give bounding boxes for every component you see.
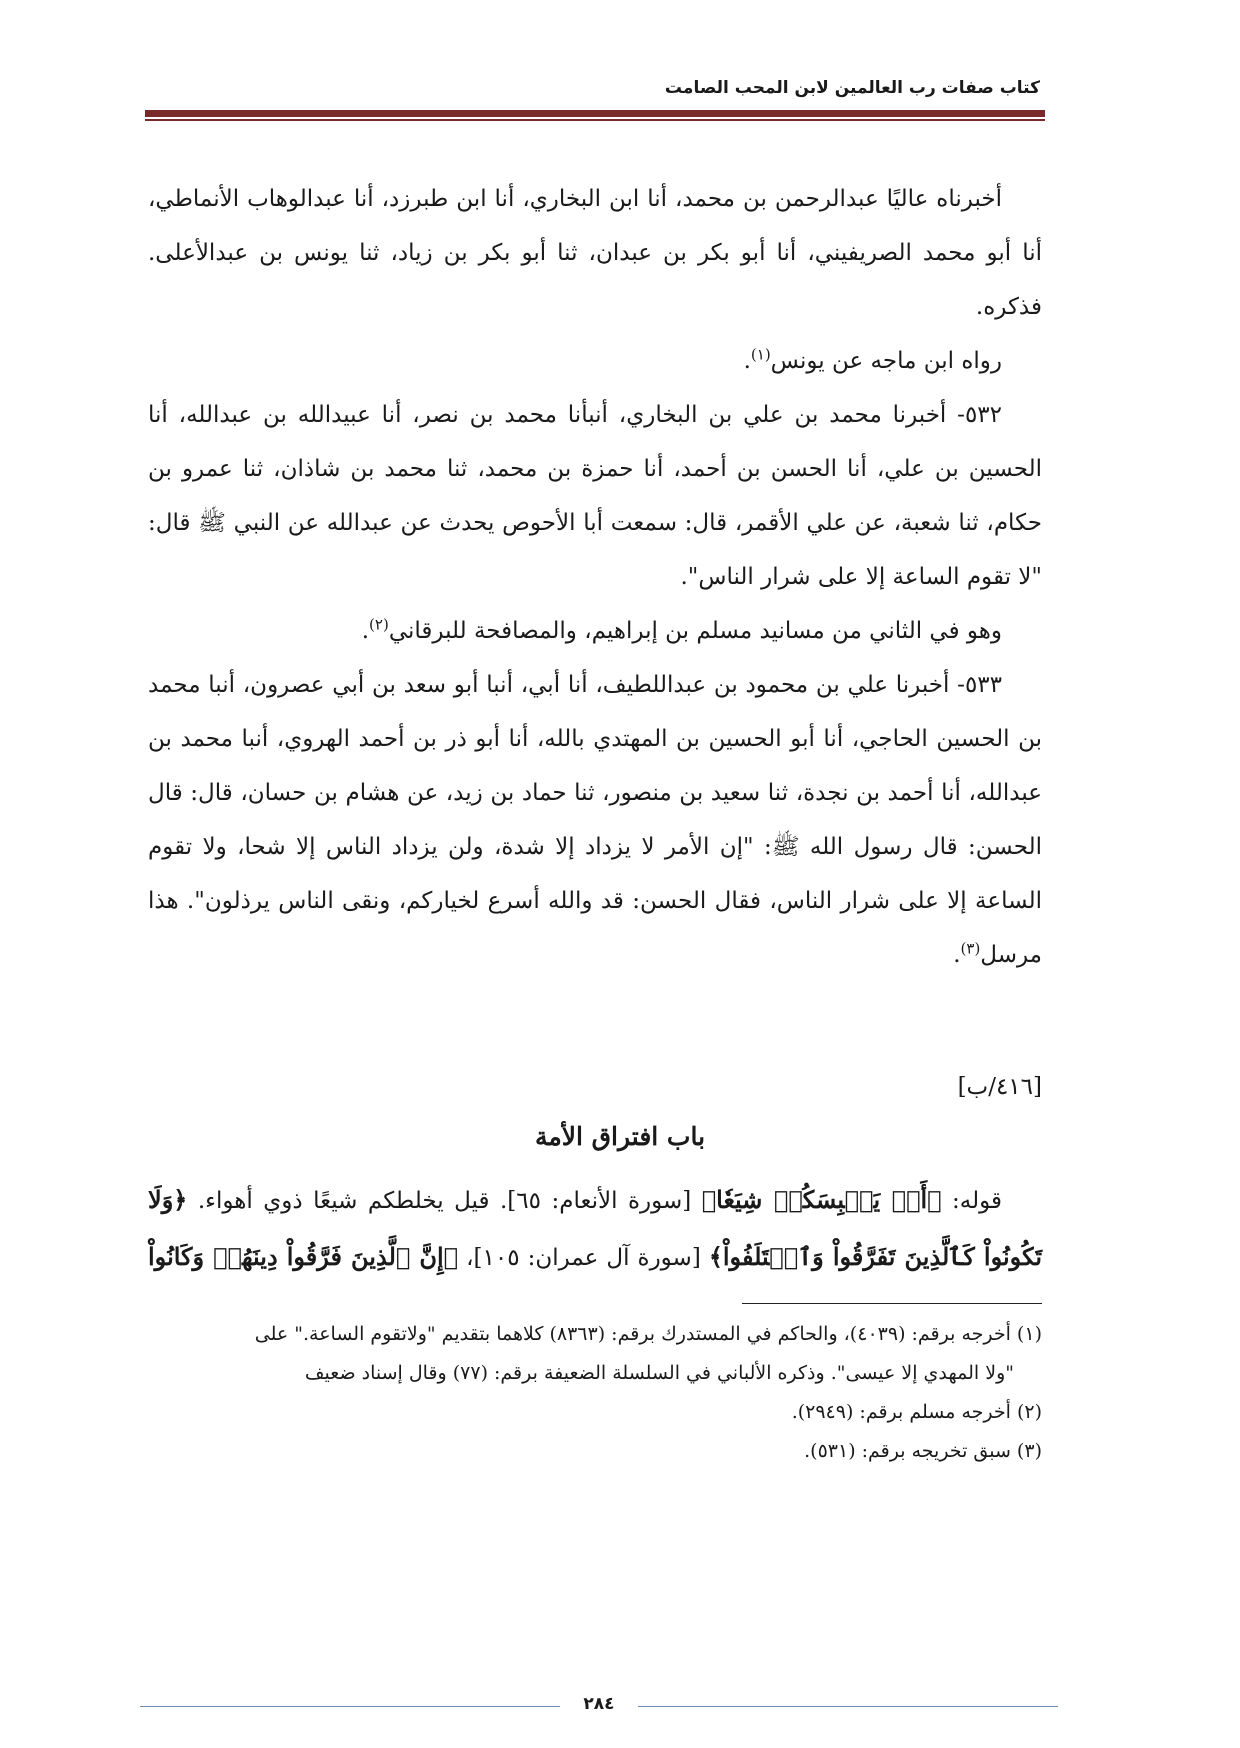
manuscript-folio-marker: [٤١٦/ب] <box>957 1074 1042 1100</box>
quran-verse-1: ﴿أَوۡ يَلۡبِسَكُمۡ شِيَعٗا﴾ <box>701 1185 942 1214</box>
chapter-title: باب افتراق الأمة <box>534 1122 706 1151</box>
paragraph-isnad-1: أخبرناه عاليًا عبدالرحمن بن محمد، أنا ابن البخاري، أنا ابن طبرزد، أنا عبدالوهاب الأنماطي، أنا أبو محمد الصريفيني، أنا أبو بكر بن عبدان، ثنا أبو بكر بن زياد، ثنا يونس بن عبدالأعلى. فذكره. <box>148 186 1042 320</box>
quran-ref-1: [سورة الأنعام: ٦٥]. قيل يخلطكم شيعًا ذوي أهواء. <box>187 1188 702 1214</box>
footer-line-left <box>140 1706 560 1707</box>
paragraph-end: . <box>361 618 370 644</box>
hadith-533 <box>148 658 1042 982</box>
quran-ref-2: [سورة آل عمران: ١٠٥]، <box>458 1245 709 1271</box>
header-rule <box>145 110 1045 117</box>
paragraph-end: . <box>743 348 751 374</box>
running-header-title: كتاب صفات رب العالمين لابن المحب الصامت <box>664 78 1040 98</box>
quran-lead: قوله: <box>941 1188 1003 1214</box>
main-text <box>148 172 1042 982</box>
quran-paragraph <box>148 1172 1042 1286</box>
quran-verse-2: ﴿وَلَا تَكُونُواْ كَٱلَّذِينَ تَفَرَّقُواْ وَٱخۡتَلَفُواْ﴾ <box>148 1185 1042 1271</box>
footnote-ref-1[interactable]: (١) <box>750 345 771 364</box>
paragraph-text: وهو في الثاني من مسانيد مسلم بن إبراهيم، والمصافحة للبرقاني <box>388 618 1002 644</box>
paragraph-text: رواه ابن ماجه عن يونس <box>770 348 1002 374</box>
paragraph-end: . <box>953 942 961 968</box>
quran-verse-3: ﴿إِنَّ ٱلَّذِينَ فَرَّقُواْ دِينَهُمۡ وَكَانُواْ <box>148 1242 459 1271</box>
hadith-532: ٥٣٢- أخبرنا محمد بن علي بن البخاري، أنبأنا محمد بن نصر، أنا عبيدالله بن عبدالله، أنا الحسين بن علي، أنا الحسن بن أحمد، أنا حمزة بن محمد، ثنا محمد بن شاذان، ثنا عمرو بن حكام، ثنا شعبة، عن علي الأقمر، قال: سمعت أبا الأحوص يحدث عن عبدالله عن النبي ﷺ قال: "لا تقوم الساعة إلا على شرار الناس". <box>148 402 1042 590</box>
footnote-ref-2[interactable]: (٢) <box>369 615 389 634</box>
footnote-1-continued: "ولا المهدي إلا عيسى". وذكره الألباني في السلسلة الضعيفة برقم: (٧٧) وقال إسناد ضعيف <box>304 1362 1014 1384</box>
footnote-ref-3[interactable]: (٣) <box>960 939 981 958</box>
footnotes <box>148 1315 1042 1471</box>
footnote-separator <box>742 1303 1042 1304</box>
footnote-1: (١) أخرجه برقم: (٤٠٣٩)، والحاكم في المستدرك برقم: (٨٣٦٣) كلاهما بتقديم "ولاتقوم الساعة." على <box>254 1323 1042 1345</box>
footnote-2: (٢) أخرجه مسلم برقم: (٢٩٤٩). <box>791 1401 1042 1423</box>
header-rule-thin <box>145 119 1045 121</box>
quran-text <box>148 1172 1042 1286</box>
paragraph-musanid <box>148 604 1042 658</box>
paragraph-ibn-majah <box>148 334 1042 388</box>
footer-line-right <box>638 1706 1058 1707</box>
paragraph-text: ٥٣٣- أخبرنا علي بن محمود بن عبداللطيف، أنا أبي، أنبا أبو سعد بن أبي عصرون، أنبا محمد بن الحسين الحاجي، أنا أبو الحسين بن المهتدي بالله، أنا أبو ذر بن أحمد الهروي، أنبا محمد بن عبدالله، أنا أحمد بن نجدة، ثنا سعيد بن منصور، ثنا حماد بن زيد، عن هشام بن حسان، قال: قال الحسن: قال رسول الله ﷺ: "إن الأمر لا يزداد إلا شدة، ولن يزداد الناس إلا شحا، ولا تقوم الساعة إلا على شرار الناس، فقال الحسن: قد والله أسرع لخياركم، ونقى الناس يرذلون". هذا مرسل <box>148 672 1042 968</box>
page-number: ٢٨٤ <box>583 1694 615 1714</box>
footnote-3: (٣) سبق تخريجه برقم: (٥٣١). <box>804 1440 1042 1462</box>
